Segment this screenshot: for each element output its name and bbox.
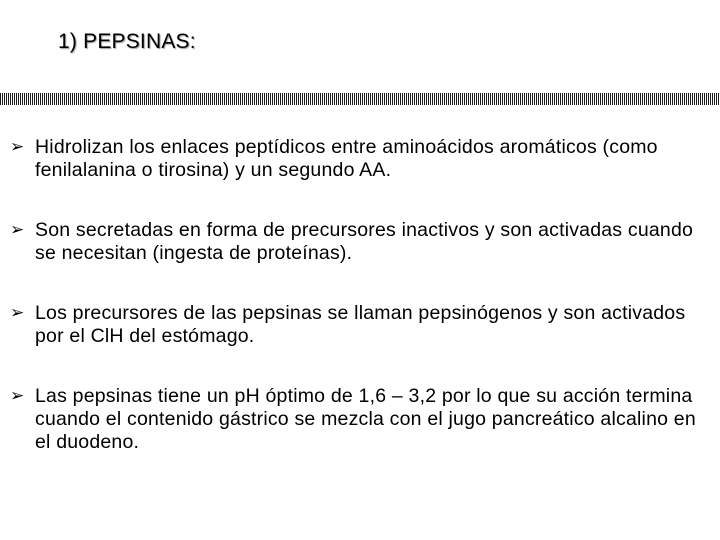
- arrowhead-bullet-icon: ➢: [10, 137, 25, 157]
- bullet-item: [10, 385, 716, 454]
- bullet-text: Las pepsinas tiene un pH óptimo de 1,6 – 3,2 por lo que su acción termina cuando el contenido gástrico se mezcla con el jugo pancreático alcalino en el duodeno.: [35, 385, 696, 453]
- bullet-item: [10, 219, 716, 265]
- slide-title: 1) PEPSINAS:: [58, 30, 196, 53]
- bullet-text: Hidrolizan los enlaces peptídicos entre aminoácidos aromáticos (como fenilalanina o tirosina) y un segundo AA.: [35, 136, 658, 181]
- bullet-text: Son secretadas en forma de precursores inactivos y son activadas cuando se necesitan (ingesta de proteínas).: [35, 219, 694, 264]
- bullet-item: [10, 302, 716, 348]
- bullet-list: [10, 136, 716, 454]
- separator-rule: [0, 93, 720, 105]
- arrowhead-bullet-icon: ➢: [10, 220, 25, 240]
- arrowhead-bullet-icon: ➢: [10, 303, 25, 323]
- arrowhead-bullet-icon: ➢: [10, 386, 25, 406]
- bullet-item: [10, 136, 716, 182]
- bullet-text: Los precursores de las pepsinas se llaman pepsinógenos y son activados por el ClH del estómago.: [35, 302, 686, 347]
